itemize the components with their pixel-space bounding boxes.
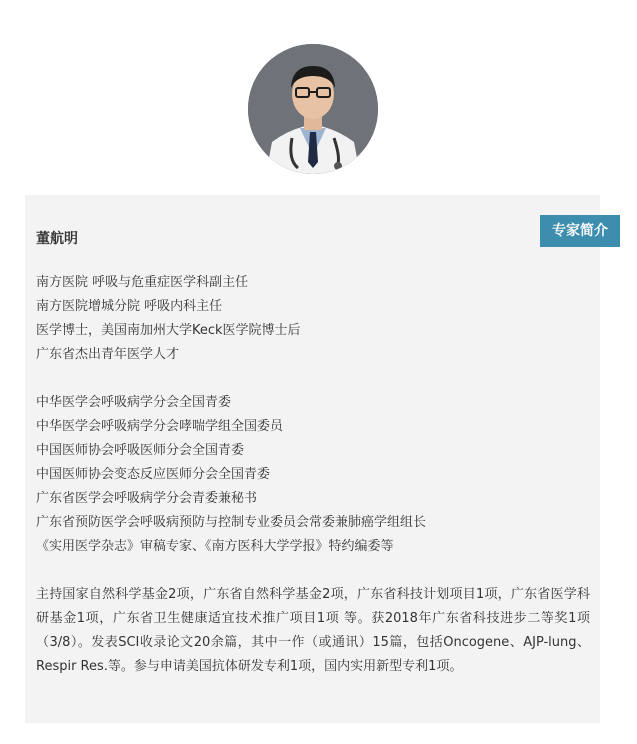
membership-item: 广东省医学会呼吸病学分会青委兼秘书 bbox=[36, 491, 258, 506]
membership-item: 《实用医学杂志》审稿专家、《南方医科大学学报》特约编委等 bbox=[36, 539, 394, 554]
membership-item: 中华医学会呼吸病学分会哮喘学组全国委员 bbox=[36, 419, 284, 434]
doctor-portrait-illustration bbox=[248, 44, 378, 174]
position-item: 南方医院 呼吸与危重症医学科副主任 bbox=[36, 275, 249, 290]
positions-list bbox=[36, 271, 301, 367]
position-item: 南方医院增城分院 呼吸内科主任 bbox=[36, 299, 223, 314]
membership-item: 中国医师协会呼吸医师分会全国青委 bbox=[36, 443, 245, 458]
membership-item: 中国医师协会变态反应医师分会全国青委 bbox=[36, 467, 271, 482]
expert-intro-tag: 专家简介 bbox=[540, 215, 620, 247]
memberships-list bbox=[36, 391, 426, 559]
achievements-paragraph: 主持国家自然科学基金2项，广东省自然科学基金2项，广东省科技计划项目1项，广东省医学科研基金1项，广东省卫生健康适宜技术推广项目1项 等。获2018年广东省科技进步二等奖1项（3/8）。发表SCI收录论文20余篇，其中一作（或通讯）15篇，包括Oncogene、AJP-lung、Respir Res.等。参与申请美国抗体研发专利1项，国内实用新型专利1项。 bbox=[36, 587, 590, 674]
doctor-portrait bbox=[248, 44, 378, 174]
membership-item: 广东省预防医学会呼吸病预防与控制专业委员会常委兼肺癌学组组长 bbox=[36, 515, 427, 530]
membership-item: 中华医学会呼吸病学分会全国青委 bbox=[36, 395, 232, 410]
position-item: 广东省杰出青年医学人才 bbox=[36, 347, 180, 362]
position-item: 医学博士，美国南加州大学Keck医学院博士后 bbox=[36, 323, 301, 338]
doctor-name: 董航明 bbox=[36, 231, 78, 247]
